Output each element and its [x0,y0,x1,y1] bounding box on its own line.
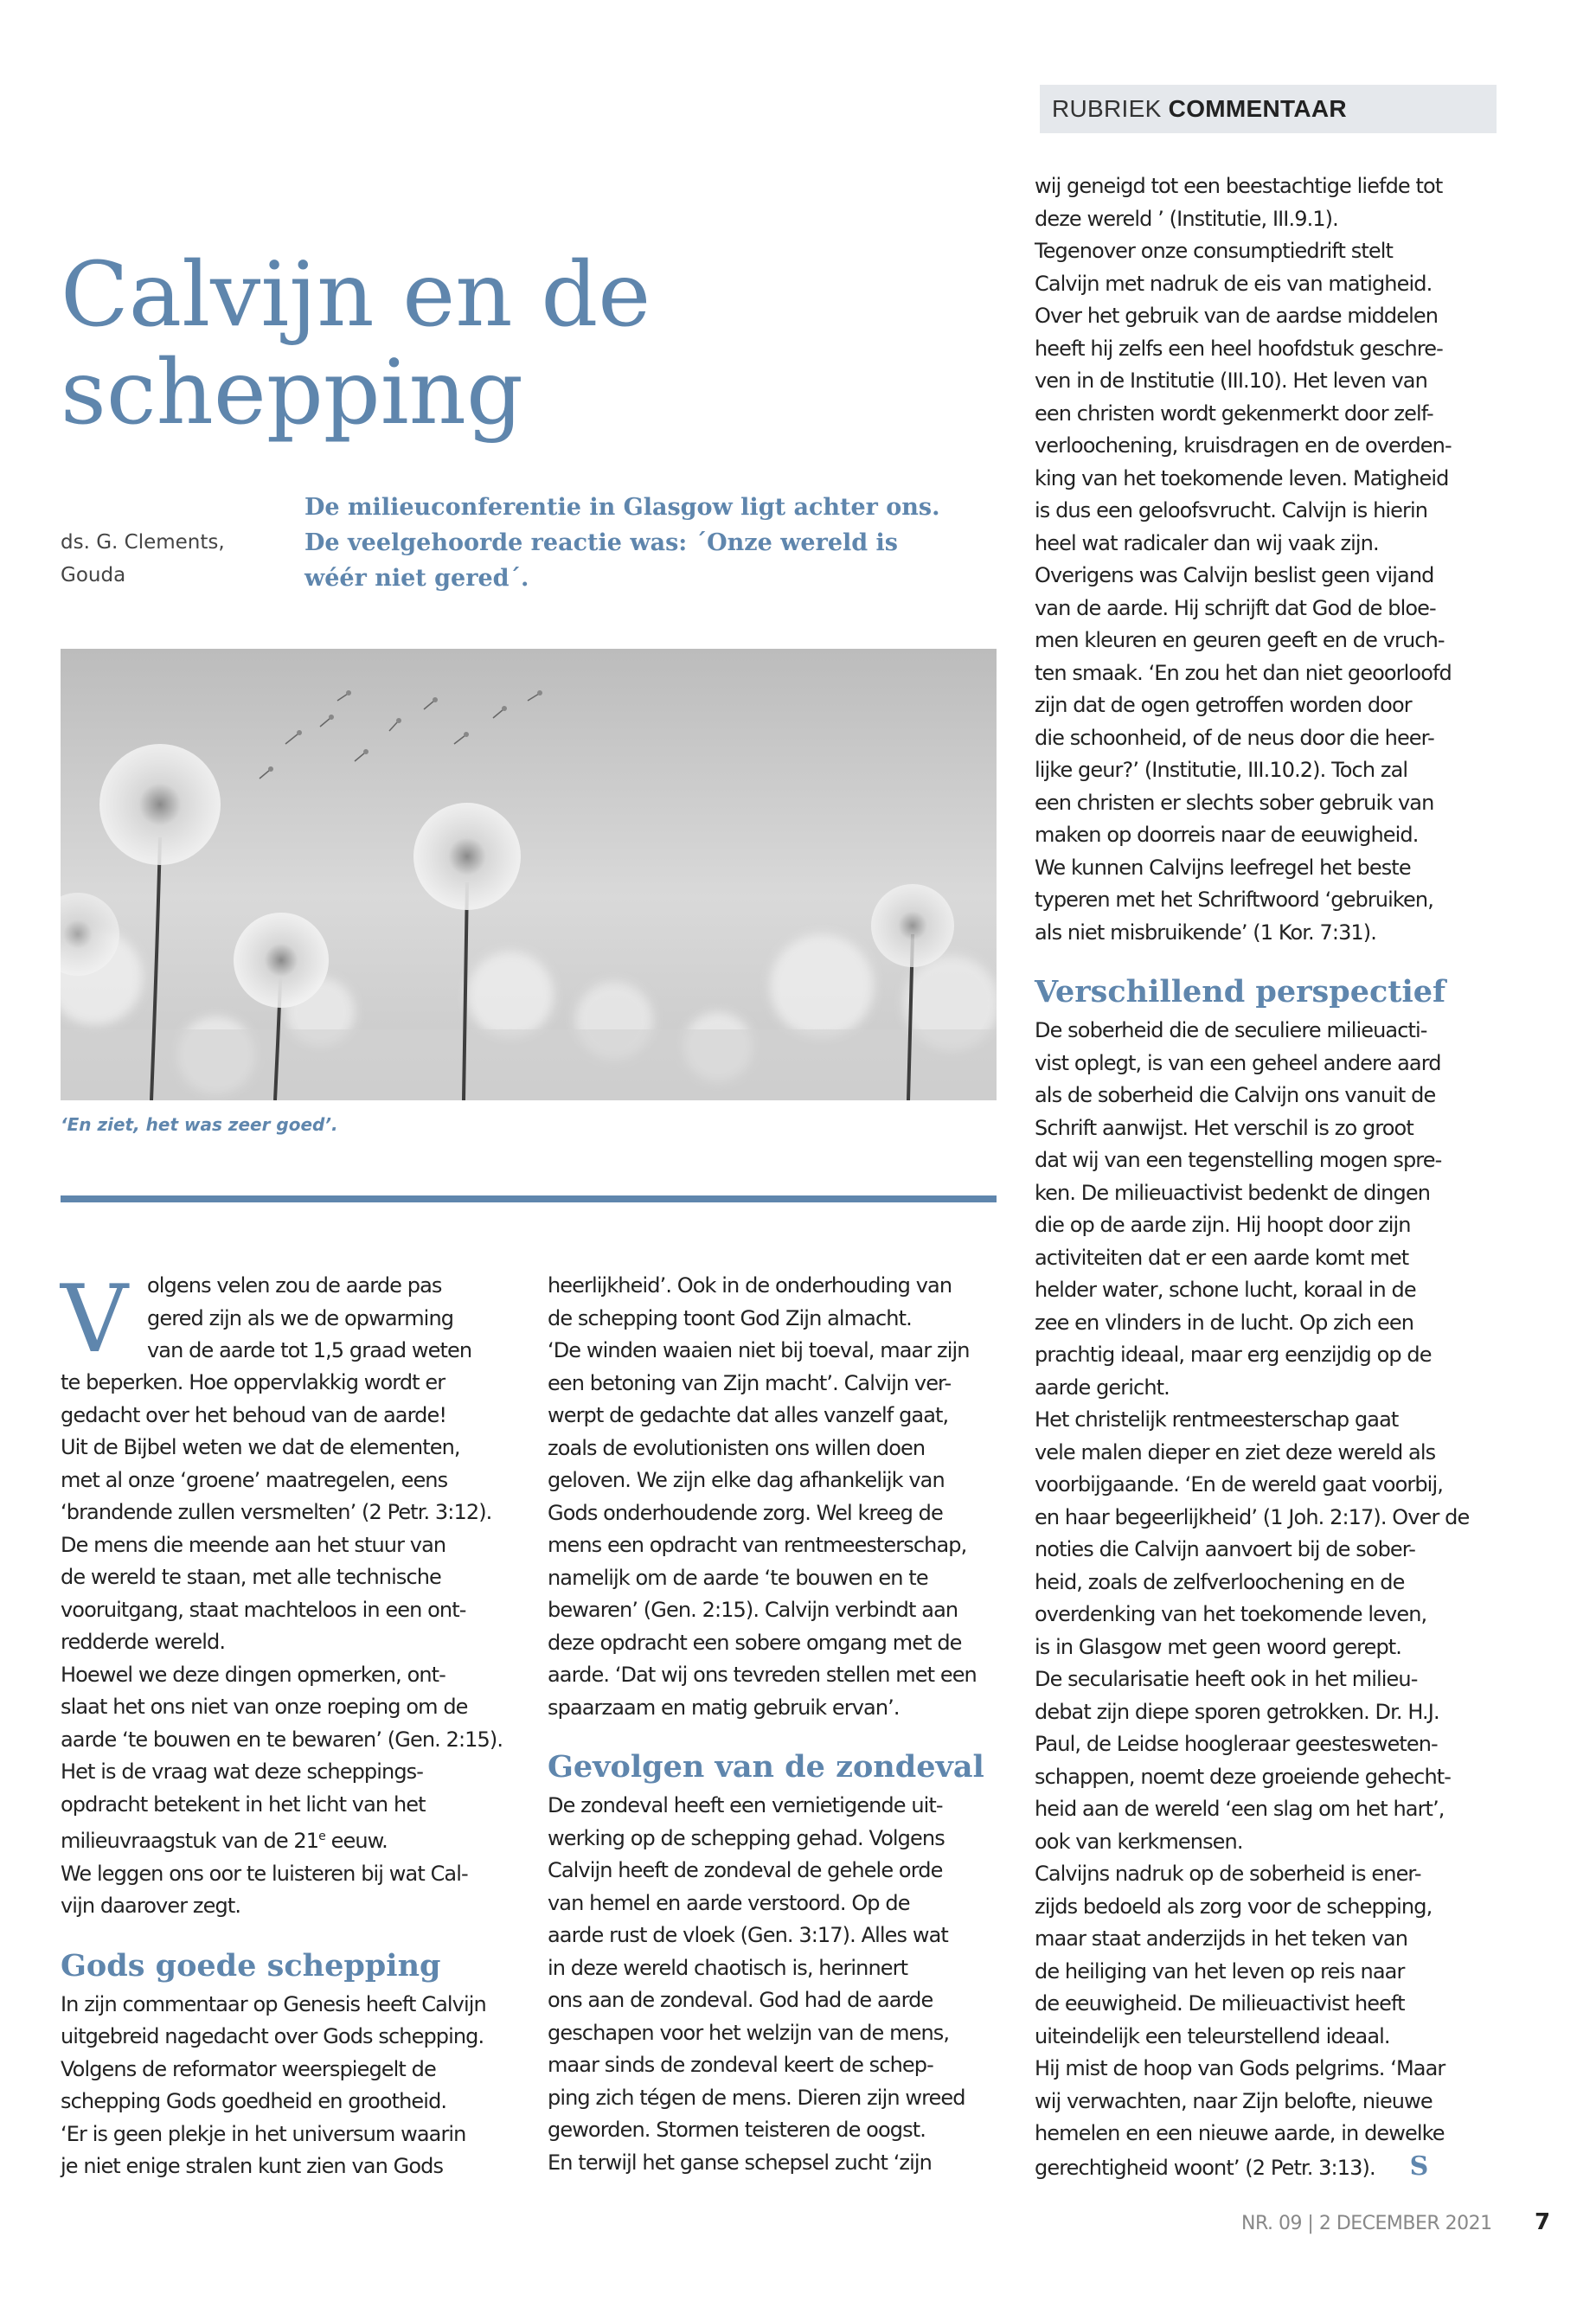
text-line: vijn daarover zegt. [61,1894,241,1918]
section-heading: Verschillend perspectief [1035,974,1446,1009]
text-line: ons aan de zondeval. God had de aarde [548,1988,933,2012]
text-line [1035,2150,1502,2185]
superscript: e [318,1830,325,1843]
text-line: ‘De winden waaien niet bij toeval, maar zijn [548,1338,970,1362]
text-line: noties die Calvijn aanvoert bij de sober- [1035,1537,1415,1561]
text-fragment: eeuw. [324,1829,388,1853]
author-name: ds. G. Clements, [61,531,225,554]
text-line: is in Glasgow met geen woord gerept. [1035,1634,1402,1659]
text-line: Calvijn met nadruk de eis van matigheid. [1035,271,1433,296]
text-line: De soberheid die de seculiere milieuacti- [1035,1018,1427,1042]
text-line: prachtig ideaal, maar erg eenzijdig op de [1035,1343,1432,1367]
text-line: zijds bedoeld als zorg voor de schepping, [1035,1894,1433,1919]
text-line: verloochening, kruisdragen en de overden- [1035,433,1452,458]
text-line: uiteindelijk een teleurstellend ideaal. [1035,2023,1390,2048]
text-line: van hemel en aarde verstoord. Op de [548,1890,910,1915]
text-line: en haar begeerlijkheid’ (1 Joh. 2:17). Over de [1035,1504,1470,1529]
divider-rule [61,1195,997,1202]
column-1-indented [147,1270,510,1368]
page-title [61,243,839,445]
text-line: een christen wordt gekenmerkt door zelf- [1035,401,1433,426]
column-3 [1035,170,1502,2184]
text-line: Hoewel we deze dingen opmerken, ont- [61,1662,445,1687]
text-line: ‘Er is geen plekje in het universum waarin [61,2121,466,2146]
text-line: Uit de Bijbel weten we dat de elementen, [61,1435,460,1459]
text-line: Overigens was Calvijn beslist geen vijand [1035,563,1434,587]
text-line: spaarzaam en matig gebruik ervan’. [548,1695,900,1720]
lead-line: De veelgehoorde reactie was: ´Onze wereld is [304,529,899,556]
text-line: mens een opdracht van rentmeesterschap, [548,1533,967,1557]
text-fragment: gerechtigheid woont’ (2 Petr. 3:13). [1035,2155,1375,2180]
text-line: De mens die meende aan het stuur van [61,1532,446,1557]
text-line: aarde. ‘Dat wij ons tevreden stellen met een [548,1663,977,1687]
text-line: ken. De milieuactivist bedenkt de dingen [1035,1180,1431,1205]
text-line: En terwijl het ganse schepsel zucht ‘zijn [548,2150,932,2175]
text-line: geloven. We zijn elke dag afhankelijk van [548,1468,945,1492]
text-line: men kleuren en geuren geeft en de vruch- [1035,628,1445,652]
text-line: vooruitgang, staat machteloos in een ont- [61,1597,466,1622]
text-line: namelijk om de aarde ‘te bouwen en te [548,1565,928,1590]
text-line: een betoning van Zijn macht’. Calvijn ver- [548,1370,952,1395]
text-line: de schepping toont God Zijn almacht. [548,1305,912,1330]
text-line: deze wereld ’ (Institutie, III.9.1). [1035,206,1338,231]
text-line: ven in de Institutie (III.10). Het leven van [1035,369,1427,393]
text-line: king van het toekomende leven. Matigheid [1035,465,1449,490]
text-line: de eeuwigheid. De milieuactivist heeft [1035,1991,1405,2016]
text-line: Gods onderhoudende zorg. Wel kreeg de [548,1500,943,1525]
text-line: schappen, noemt deze groeiende gehecht- [1035,1764,1452,1789]
text-line: uitgebreid nagedacht over Gods schepping. [61,2024,484,2048]
author-byline [61,526,251,592]
text-line: heel wat radicaler dan wij vaak zijn. [1035,530,1379,555]
text-line: wij verwachten, naar Zijn belofte, nieuwe [1035,2088,1433,2113]
text-line: maken op doorreis naar de eeuwigheid. [1035,823,1419,847]
text-line: helder water, schone lucht, koraal in de [1035,1278,1416,1302]
text-line: Calvijn heeft de zondeval de gehele orde [548,1858,943,1882]
text-line: We kunnen Calvijns leefregel het beste [1035,855,1411,880]
text-line: die schoonheid, of de neus door die heer- [1035,725,1434,750]
text-line: geschapen voor het welzijn van de mens, [548,2020,950,2045]
text-line: die op de aarde zijn. Hij hoopt door zijn [1035,1213,1411,1237]
text-line: heeft hij zelfs een heel hoofdstuk geschre- [1035,336,1443,361]
dandelion-photo [61,649,997,1100]
text-line: geworden. Stormen teisteren de oogst. [548,2118,926,2142]
text-line: heid, zoals de zelfverloochening en de [1035,1569,1405,1594]
lead-line: De milieuconferentie in Glasgow ligt achter ons. [304,494,940,521]
text-line: vele malen dieper en ziet deze wereld als [1035,1439,1436,1465]
text-line: heid aan de wereld ‘een slag om het hart’, [1035,1797,1445,1821]
section-heading: Gods goede schepping [61,1947,441,1984]
text-line: lijke geur?’ (Institutie, III.10.2). Toch zal [1035,758,1408,782]
text-line: de heiliging van het leven op reis naar [1035,1958,1405,1984]
title-line-2: schepping [61,341,523,445]
text-line: de wereld te staan, met alle technische [61,1565,441,1589]
text-line: ‘brandende zullen versmelten’ (2 Petr. 3:12). [61,1500,492,1524]
photo-caption: ‘En ziet, het was zeer goed’. [61,1114,338,1135]
text-line: werpt de gedachte dat alles vanzelf gaat, [548,1403,949,1427]
text-line: maar sinds de zondeval keert de schep- [548,2053,933,2077]
text-line: hemelen en een nieuwe aarde, in dewelke [1035,2121,1445,2145]
text-line: voorbijgaande. ‘En de wereld gaat voorbij, [1035,1472,1443,1497]
text-line: De zondeval heeft een vernietigende uit- [548,1793,943,1817]
lead-line: wéér niet gered´. [304,565,529,592]
text-line: ook van kerkmensen. [1035,1829,1243,1854]
text-line: zijn dat de ogen getroffen worden door [1035,693,1412,717]
text-fragment: milieuvraagstuk van de 21 [61,1829,319,1853]
text-line: De secularisatie heeft ook in het milieu- [1035,1667,1418,1691]
text-line: deze opdracht een sobere omgang met de [548,1630,962,1655]
text-line: Tegenover onze consumptiedrift stelt [1035,239,1394,263]
text-line: als de soberheid die Calvijn ons vanuit de [1035,1083,1436,1107]
page-number: 7 [1535,2209,1551,2235]
text-line: In zijn commentaar op Genesis heeft Calvijn [61,1991,486,2016]
text-line: een christen er slechts sober gebruik van [1035,790,1434,815]
text-line: als niet misbruikende’ (1 Kor. 7:31). [1035,920,1376,945]
text-line: opdracht betekent in het licht van het [61,1791,426,1817]
section-heading: Gevolgen van de zondeval [548,1749,984,1785]
text-line: bewaren’ (Gen. 2:15). Calvijn verbindt aan [548,1598,958,1622]
text-line: ping zich tégen de mens. Dieren zijn wreed [548,2085,965,2110]
column-2 [548,1270,997,2179]
text-line: wij geneigd tot een beestachtige liefde tot [1035,174,1443,198]
text-line: dat wij van een tegenstelling mogen spre- [1035,1148,1442,1172]
text-line: Hij mist de hoop van Gods pelgrims. ‘Maar [1035,2056,1445,2080]
text-line: werking op de schepping gehad. Volgens [548,1825,945,1850]
text-line: aarde ‘te bouwen en te bewaren’ (Gen. 2:15). [61,1727,503,1752]
text-line: van de aarde tot 1,5 graad weten [147,1338,472,1362]
text-line: zoals de evolutionisten ons willen doen [548,1435,926,1460]
text-line: met al onze ‘groene’ maatregelen, eens [61,1467,448,1492]
text-line: gedacht over het behoud van de aarde! [61,1402,447,1427]
text-line: ten smaak. ‘En zou het dan niet geoorloofd [1035,660,1452,685]
end-mark-icon: S [1409,2150,1428,2182]
text-line: vist oplegt, is van een geheel andere aard [1035,1050,1441,1075]
title-line-1: Calvijn en de [61,243,651,347]
text-line: overdenking van het toekomende leven, [1035,1602,1427,1626]
rubriek-prefix: RUBRIEK [1052,95,1162,122]
text-line: Het is de vraag wat deze scheppings- [61,1759,424,1784]
text-line: is dus een geloofsvrucht. Calvijn is hierin [1035,498,1428,522]
text-line: Schrift aanwijst. Het verschil is zo groot [1035,1115,1413,1140]
lead-paragraph [304,490,971,596]
text-line: schepping Gods goedheid en grootheid. [61,2089,447,2113]
column-1 [61,1367,519,2183]
text-line: zee en vlinders in de lucht. Op zich een [1035,1310,1414,1335]
text-line: Paul, de Leidse hoogleraar geestesweten- [1035,1732,1438,1756]
text-line: je niet enige stralen kunt zien van Gods [61,2154,444,2178]
issue-info: NR. 09 | 2 DECEMBER 2021 [1241,2213,1492,2234]
text-line: Calvijns nadruk op de soberheid is ener- [1035,1862,1421,1886]
text-line: aarde rust de vloek (Gen. 3:17). Alles wat [548,1923,948,1947]
text-line: Volgens de reformator weerspiegelt de [61,2056,436,2081]
text-line: heerlijkheid’. Ook in de onderhouding van [548,1273,952,1298]
text-line: van de aarde. Hij schrijft dat God de bloe- [1035,595,1436,620]
text-line: redderde wereld. [61,1630,226,1654]
text-line: activiteiten dat er een aarde komt met [1035,1245,1409,1270]
drop-cap: V [61,1266,128,1374]
text-line: in deze wereld chaotisch is, herinnert [548,1955,908,1980]
text-line: maar staat anderzijds in het teken van [1035,1926,1408,1951]
text-line: We leggen ons oor te luisteren bij wat Cal- [61,1861,468,1886]
text-line: gered zijn als we de opwarming [147,1305,454,1330]
text-line [61,1821,519,1858]
text-line: aarde gericht. [1035,1375,1170,1400]
text-line: te beperken. Hoe oppervlakkig wordt er [61,1370,445,1394]
rubriek-label [1040,85,1497,133]
text-line: Het christelijk rentmeesterschap gaat [1035,1407,1399,1432]
text-line: slaat het ons niet van onze roeping om de [61,1695,468,1719]
text-line: typeren met het Schriftwoord ‘gebruiken, [1035,888,1433,912]
text-line: debat zijn diepe sporen getrokken. Dr. H.J. [1035,1699,1439,1724]
text-line: Over het gebruik van de aardse middelen [1035,304,1439,328]
author-place: Gouda [61,564,126,586]
rubriek-name: COMMENTAAR [1168,95,1347,122]
text-line: olgens velen zou de aarde pas [147,1273,442,1298]
